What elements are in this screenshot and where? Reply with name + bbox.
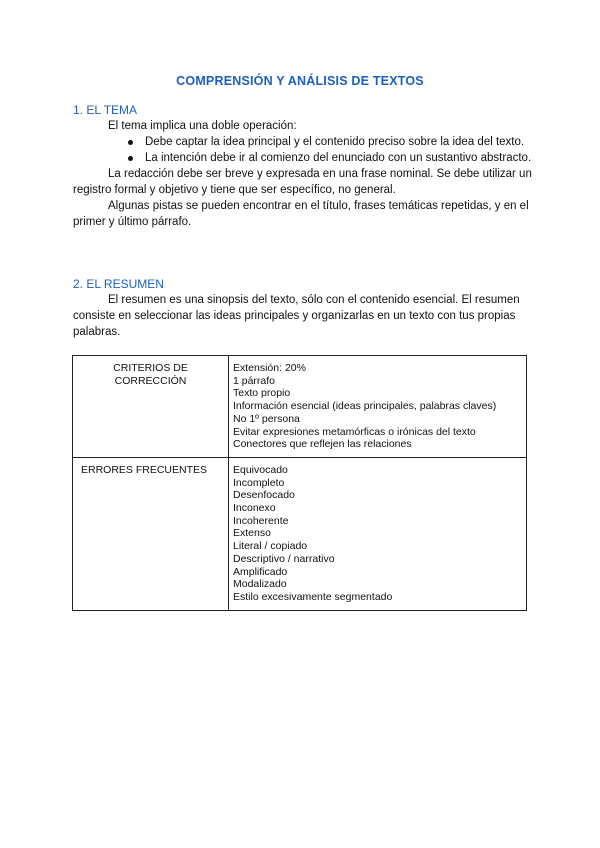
table-cell-line: Incoherente: [233, 514, 289, 527]
criteria-table: [72, 355, 527, 611]
tema-intro: El tema implica una doble operación:: [108, 120, 297, 132]
table-cell-line: Inconexo: [233, 502, 276, 515]
table-row: [73, 356, 527, 458]
tema-bullet-item: La intención debe ir al comienzo del enunciado con un sustantivo abstracto.: [111, 150, 533, 166]
table-row-items: [229, 356, 527, 458]
tema-bullet-list: [73, 134, 533, 166]
table-cell-line: Extenso: [233, 527, 271, 540]
table-cell-line: Estilo excesivamente segmentado: [233, 590, 393, 603]
table-cell-line: Desenfocado: [233, 489, 295, 502]
section-heading-tema: 1. EL TEMA: [73, 103, 138, 117]
table-cell-line: Descriptivo / narrativo: [233, 552, 335, 565]
table-cell-line: Amplificado: [233, 565, 288, 578]
tema-paragraph: La redacción debe ser breve y expresada en una frase nominal. Se debe utilizar un registro formal y objetivo y tiene que ser específico, no general.: [73, 168, 532, 196]
table-cell-line: Incompleto: [233, 476, 285, 489]
tema-paragraph: Algunas pistas se pueden encontrar en el título, frases temáticas repetidas, y en el primer y último párrafo.: [73, 200, 529, 228]
table-cell-line: No 1º persona: [233, 412, 300, 425]
section-heading-resumen: 2. EL RESUMEN: [73, 277, 164, 291]
table-cell-line: Literal / copiado: [233, 540, 308, 553]
resumen-paragraph: El resumen es una sinopsis del texto, sólo con el contenido esencial. El resumen consiste en seleccionar las ideas principales y organizarlas en un texto con tus propias palabras.: [73, 294, 520, 338]
table-cell-line: 1 párrafo: [233, 374, 276, 387]
tema-bullet-item: Debe captar la idea principal y el contenido preciso sobre la idea del texto.: [111, 134, 533, 150]
table-row: [73, 457, 527, 610]
table-cell-line: Texto propio: [233, 387, 291, 400]
section-tema: [73, 102, 533, 230]
table-cell-line: Modalizado: [233, 578, 287, 591]
table-cell-line: Conectores que reflejen las relaciones: [233, 438, 412, 451]
table-cell-line: Equivocado: [233, 463, 288, 476]
section-resumen: [73, 276, 533, 340]
table-cell-line: Extensión: 20%: [233, 362, 306, 374]
table-row-label: ERRORES FRECUENTES: [73, 457, 229, 610]
document-title: COMPRENSIÓN Y ANÁLISIS DE TEXTOS: [176, 74, 424, 88]
table-row-label: CRITERIOS DE CORRECCIÓN: [73, 356, 229, 458]
table-cell-line: Evitar expresiones metamórficas o irónicas del texto: [233, 425, 476, 438]
table-cell-line: Información esencial (ideas principales, palabras claves): [233, 400, 497, 413]
table-row-items: [229, 457, 527, 610]
